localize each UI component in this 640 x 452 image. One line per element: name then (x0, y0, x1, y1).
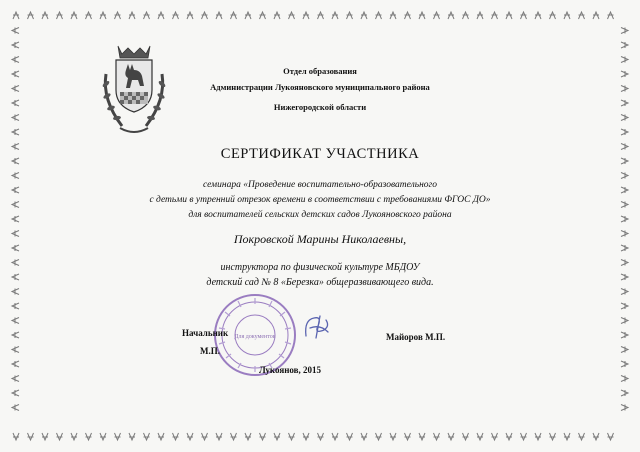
border-ornament (216, 12, 222, 19)
border-ornament (621, 405, 628, 411)
border-ornament (245, 12, 251, 19)
border-ornament (303, 433, 309, 440)
border-ornament (216, 433, 222, 440)
border-ornament (12, 187, 19, 193)
border-ornament (492, 12, 498, 19)
border-ornament (621, 57, 628, 63)
border-ornament (550, 12, 556, 19)
border-ornament (332, 12, 338, 19)
position-line-1: инструктора по физической культуре МБДОУ (220, 262, 420, 273)
border-ornament (12, 376, 19, 382)
border-ornament (12, 361, 19, 367)
border-ornament (202, 433, 208, 440)
border-ornament (361, 433, 367, 440)
border-ornament (332, 433, 338, 440)
border-ornament (12, 245, 19, 251)
border-ornament (621, 376, 628, 382)
border-ornament (71, 12, 77, 19)
border-ornament (12, 303, 19, 309)
border-ornament (621, 260, 628, 266)
border-ornament (13, 12, 19, 19)
border-ornament (42, 433, 48, 440)
border-ornament (260, 433, 266, 440)
border-ornament (28, 12, 34, 19)
border-ornament (621, 71, 628, 77)
border-ornament (621, 158, 628, 164)
border-ornament (621, 332, 628, 338)
border-ornament (318, 12, 324, 19)
border-ornament (621, 231, 628, 237)
border-ornament (521, 12, 527, 19)
border-ornament (274, 433, 280, 440)
border-ornament (86, 433, 92, 440)
border-ornament (12, 405, 19, 411)
border-ornament (621, 245, 628, 251)
issuer-line-3: Нижегородской области (273, 102, 367, 112)
border-ornament (129, 433, 135, 440)
border-ornament (621, 274, 628, 280)
border-ornament (535, 433, 541, 440)
border-ornament (521, 433, 527, 440)
border-ornament (448, 433, 454, 440)
border-ornament (12, 144, 19, 150)
border-ornament (12, 173, 19, 179)
border-ornament (621, 42, 628, 48)
border-ornament (621, 173, 628, 179)
footer-place-year: Лукоянов, 2015 (258, 365, 322, 375)
border-ornament (144, 433, 150, 440)
border-ornament (434, 12, 440, 19)
border-ornament (448, 12, 454, 19)
border-ornament (158, 433, 164, 440)
border-ornament (12, 129, 19, 135)
border-ornament (564, 12, 570, 19)
border-ornament (463, 433, 469, 440)
border-ornament (621, 28, 628, 34)
border-ornament (621, 202, 628, 208)
border-ornament (621, 318, 628, 324)
border-ornament (12, 71, 19, 77)
border-ornament (115, 12, 121, 19)
border-ornament (12, 332, 19, 338)
border-ornament (274, 12, 280, 19)
border-ornament (376, 433, 382, 440)
border-ornament (593, 12, 599, 19)
border-ornament (318, 433, 324, 440)
border-ornament (173, 12, 179, 19)
border-ornament (28, 433, 34, 440)
border-ornament (12, 231, 19, 237)
border-ornament (100, 12, 106, 19)
border-ornament (100, 433, 106, 440)
border-ornament (477, 433, 483, 440)
border-ornament (419, 12, 425, 19)
border-ornament (621, 289, 628, 295)
border-ornament (12, 42, 19, 48)
border-ornament (477, 12, 483, 19)
border-ornament (289, 12, 295, 19)
border-ornament (621, 100, 628, 106)
border-ornament (621, 361, 628, 367)
border-ornament (57, 12, 63, 19)
border-ornament (289, 433, 295, 440)
border-ornament (187, 433, 193, 440)
border-ornament (492, 433, 498, 440)
border-ornament (419, 433, 425, 440)
signature-right-name: Майоров М.П. (386, 332, 446, 342)
border-ornament (621, 86, 628, 92)
border-ornament (550, 433, 556, 440)
border-ornament (608, 12, 614, 19)
border-ornament (12, 260, 19, 266)
border-ornament (86, 12, 92, 19)
border-ornament (12, 390, 19, 396)
border-ornament (260, 12, 266, 19)
border-ornament (593, 433, 599, 440)
border-ornament (144, 12, 150, 19)
border-ornament (390, 433, 396, 440)
issuer-line-2: Администрации Лукояновского муниципального района (210, 82, 430, 92)
seminar-line-3: для воспитателей сельских детских садов Лукояновского района (188, 210, 452, 220)
border-ornament (434, 433, 440, 440)
seminar-line-2: с детьми в утренний отрезок времени в соответствии с требованиями ФГОС ДО» (149, 195, 491, 205)
border-ornament (506, 433, 512, 440)
border-ornament (12, 274, 19, 280)
signature-left-initials: М.П. (200, 346, 220, 356)
border-ornament (187, 12, 193, 19)
border-ornament (57, 433, 63, 440)
border-ornament (621, 187, 628, 193)
border-ornament (245, 433, 251, 440)
border-ornament (12, 100, 19, 106)
border-ornament (12, 347, 19, 353)
seminar-line-1: семинара «Проведение воспитательно-образовательного (202, 180, 438, 190)
border-ornament (579, 12, 585, 19)
border-ornament (115, 433, 121, 440)
border-ornament (535, 12, 541, 19)
border-ornament (12, 86, 19, 92)
border-ornament (361, 12, 367, 19)
border-ornament (12, 57, 19, 63)
border-ornament (579, 433, 585, 440)
border-ornament (303, 12, 309, 19)
border-ornament (173, 433, 179, 440)
border-ornament (621, 303, 628, 309)
border-ornament (621, 144, 628, 150)
recipient-name: Покровской Марины Николаевны, (233, 232, 407, 246)
border-ornament (621, 390, 628, 396)
border-ornament (405, 433, 411, 440)
border-ornament (202, 12, 208, 19)
border-ornament (621, 216, 628, 222)
border-ornament (231, 12, 237, 19)
border-ornament (621, 347, 628, 353)
signature-left-title: Начальник (182, 328, 229, 338)
border-ornament (12, 216, 19, 222)
coat-of-arms-emblem (92, 40, 176, 144)
position-line-2: детский сад № 8 «Березка» общеразвивающего вида. (206, 277, 434, 288)
border-ornament (608, 433, 614, 440)
border-ornament (12, 289, 19, 295)
stamp-center-text: Для документов (234, 334, 276, 340)
certificate-title: СЕРТИФИКАТ УЧАСТНИКА (220, 146, 420, 162)
border-ornament (506, 12, 512, 19)
border-ornament (405, 12, 411, 19)
border-ornament (71, 433, 77, 440)
border-ornament (376, 12, 382, 19)
border-ornament (12, 318, 19, 324)
border-ornament (347, 12, 353, 19)
border-ornament (231, 433, 237, 440)
border-ornament (13, 433, 19, 440)
border-ornament (129, 12, 135, 19)
border-ornament (463, 12, 469, 19)
border-ornament (158, 12, 164, 19)
border-ornament (42, 12, 48, 19)
border-ornament (12, 158, 19, 164)
border-ornament (12, 202, 19, 208)
border-ornament (621, 115, 628, 121)
border-ornament (12, 115, 19, 121)
border-ornament (390, 12, 396, 19)
border-ornament (621, 129, 628, 135)
handwritten-signature (300, 312, 334, 342)
issuer-line-1: Отдел образования (283, 66, 357, 76)
border-ornament (347, 433, 353, 440)
border-ornament (564, 433, 570, 440)
border-ornament (12, 28, 19, 34)
